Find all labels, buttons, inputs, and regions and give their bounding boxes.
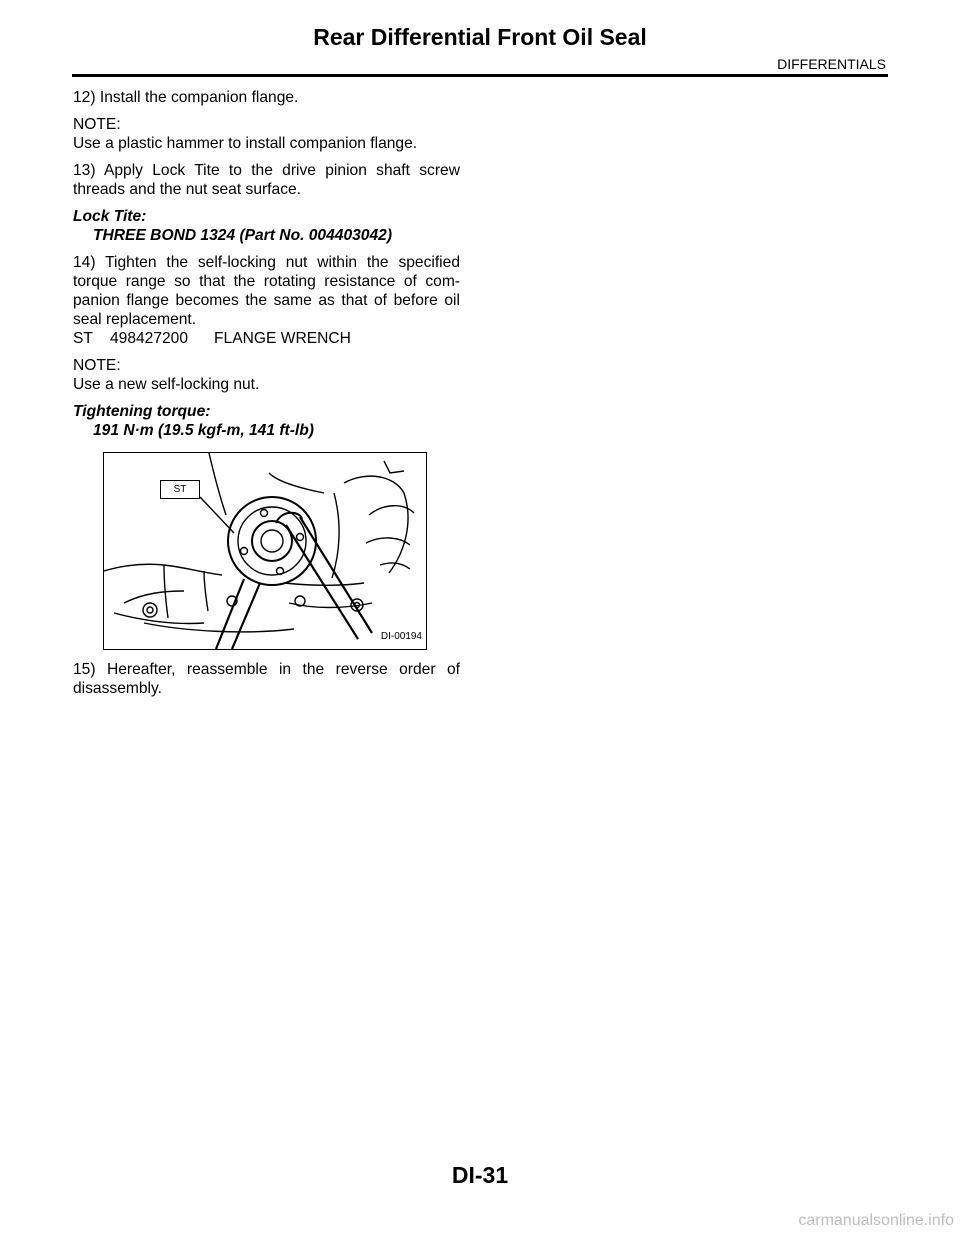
torque-value: 191 N·m (19.5 kgf-m, 141 ft-lb)	[93, 422, 314, 439]
content-column	[73, 88, 460, 706]
step-14: 14) Tighten the self-locking nut within the specified torque range so that the rotating resistance of com-panion flange becomes the same as that of before oil seal replacement.	[73, 254, 460, 328]
watermark: carmanualsonline.info	[798, 1212, 954, 1229]
note-2	[73, 356, 460, 394]
flange-wrench-illustration	[103, 452, 427, 650]
figure-code: DI-00194	[380, 631, 422, 642]
note-label: NOTE:	[73, 116, 121, 133]
section-label: DIFFERENTIALS	[777, 56, 886, 72]
step-12: 12) Install the companion flange.	[73, 89, 299, 106]
illustration-drawing	[104, 453, 426, 649]
step-15: 15) Hereafter, reassemble in the reverse order of disassembly.	[73, 661, 460, 697]
torque-spec	[73, 402, 460, 440]
header-rule	[72, 74, 888, 77]
special-tool-line: ST 498427200 FLANGE WRENCH	[73, 330, 351, 347]
st-callout: ST	[160, 480, 200, 499]
note-label: NOTE:	[73, 357, 121, 374]
locktite-label: Lock Tite:	[73, 208, 147, 225]
note-1	[73, 115, 460, 153]
step-13: 13) Apply Lock Tite to the drive pinion shaft screw threads and the nut seat surface.	[73, 162, 460, 198]
page-number: DI-31	[451, 1162, 509, 1188]
torque-label: Tightening torque:	[73, 403, 211, 420]
locktite-value: THREE BOND 1324 (Part No. 004403042)	[93, 227, 393, 244]
note-text: Use a new self-locking nut.	[73, 376, 260, 393]
step-14-block	[73, 253, 460, 348]
locktite-spec	[73, 207, 460, 245]
note-text: Use a plastic hammer to install companion flange.	[73, 135, 418, 152]
page-title: Rear Differential Front Oil Seal	[313, 24, 647, 50]
